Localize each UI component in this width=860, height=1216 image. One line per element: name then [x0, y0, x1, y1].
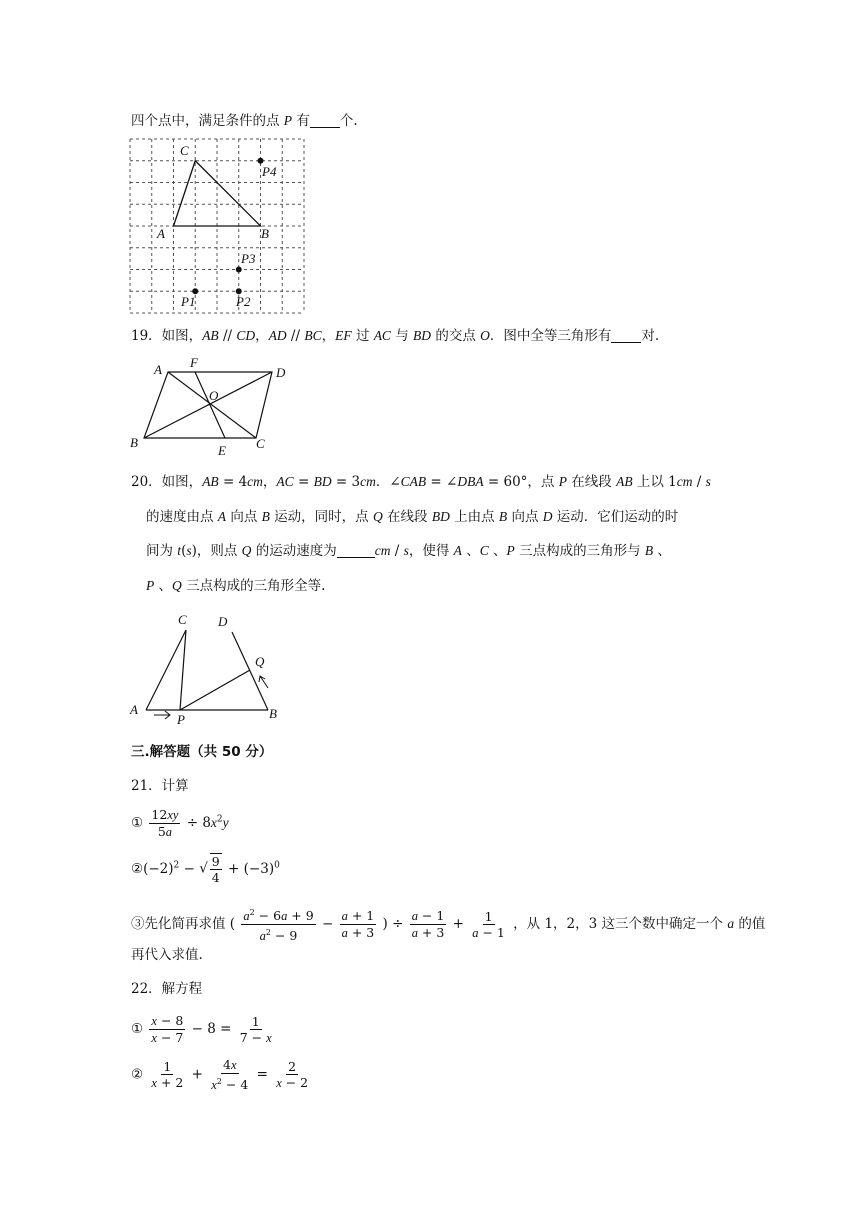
q22-item2: ② $\frac{1}{x + 2}$ + $\frac{4x}{x^2 - 4}$ = $\frac{2}{x - 2}$ [131, 1057, 309, 1093]
q18-tail: 四个点中，满足条件的点 P 有 个. [131, 113, 358, 129]
q20-line3: 间为 t(s)，则点 Q 的运动速度为 cm / s，使得 A 、C 、P 三点构成的三角形与 B 、 [146, 543, 671, 559]
label-p1: P1 [181, 294, 196, 309]
point-p4 [258, 158, 264, 164]
label-f: F [190, 355, 198, 370]
label-p3: P3 [241, 251, 256, 266]
q21-item3: ③先化简再求值 ( $\frac{a^2 - 6a + 9}{a^2 - 9}$ − $\frac{a + 1}{a + 3}$ ) ÷ $\frac{a - 1}{a + 3}$ + $\frac{1}{a - 1}$ ，从 1，2，3 这三个数中确定一个 a 的值 [131, 905, 765, 944]
figure-18-grid [130, 139, 305, 314]
label-e: E [218, 443, 226, 458]
q21-title: 21．计算 [131, 778, 189, 794]
q21-item1: ① $\frac{12xy}{5a}$ ÷ $8x^2y$ [131, 807, 229, 839]
q20-line1: 20．如图，AB = 4cm，AC = BD = 3cm．∠CAB = ∠DBA = 60°，点 P 在线段 AB 上以 1cm / s [131, 474, 711, 490]
label-b: B [269, 706, 277, 721]
point-p3 [236, 267, 242, 273]
figure-19-parallelogram [128, 352, 298, 458]
q20-line4: P 、Q 三点构成的三角形全等. [146, 578, 326, 594]
label-a: A [154, 362, 162, 377]
q21-item2: $②(-2)^2$ − √ $\frac{9}{4}$ + $(-3)^0$ [131, 854, 280, 885]
label-c: C [180, 143, 189, 158]
label-d: D [276, 365, 286, 380]
label-a: A [157, 226, 165, 241]
label-p4: P4 [262, 164, 277, 179]
q20-line2: 的速度由点 A 向点 B 运动，同时，点 Q 在线段 BD 上由点 B 向点 D 运动．它们运动的时 [146, 509, 679, 525]
label-c: C [256, 436, 265, 451]
label-p: P [177, 712, 185, 727]
label-d: D [218, 614, 228, 629]
section-3-heading: 三.解答题（共 50 分） [131, 744, 273, 760]
label-b: B [130, 435, 138, 450]
label-o: O [209, 388, 219, 403]
label-a: A [130, 702, 138, 717]
q19-text: 19．如图，AB // CD，AD // BC，EF 过 AC 与 BD 的交点 O．图中全等三角形有 对. [131, 328, 660, 344]
label-p2: P2 [236, 294, 251, 309]
q22-title: 22．解方程 [131, 981, 203, 997]
label-c: C [178, 612, 187, 627]
q22-item1: ① $\frac{x - 8}{x - 7}$ − 8 = $\frac{1}{7 - x}$ [131, 1013, 272, 1045]
label-b: B [261, 226, 269, 241]
q21-item3b: 再代入求值. [131, 947, 203, 963]
label-q: Q [255, 654, 265, 669]
figure-20 [128, 608, 288, 728]
